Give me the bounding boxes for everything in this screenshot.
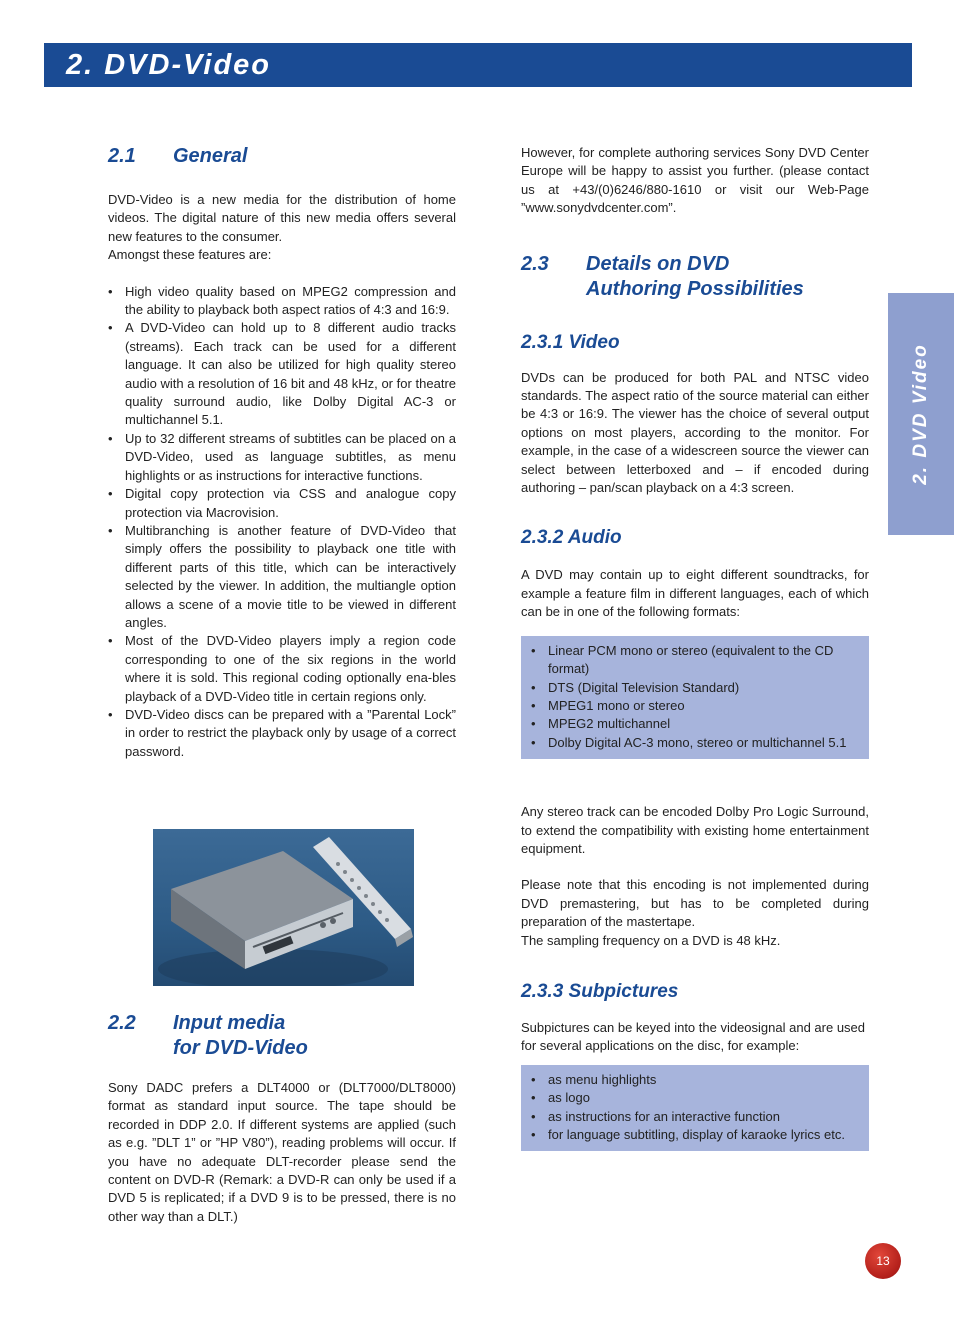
input-media-section xyxy=(108,1011,456,1226)
audio-pro-logic: Any stereo track can be encoded Dolby Pro Logic Surround, to extend the compatibility with existing home entertainment equipment. xyxy=(521,804,869,856)
input-media-body: Sony DADC prefers a DLT4000 or (DLT7000/DLT8000) format as standard input source. The tape should be recorded in DDP 2.0. If different systems are applied (such as e.g. ”DLT 1” or ”HP V80”), reading problems will occur. If you have no adequate DLT-recorder please send the content on DVD-R (Remark: a DVD-R can only be used if a DVD 5 is replicated; if a DVD 9 is to be pressed, there is no other way than a DLT.) xyxy=(108,1080,456,1224)
subpictures-intro: Subpictures can be keyed into the videosignal and are used for several applications on the disc, for example: xyxy=(521,1019,866,1054)
section-heading-general xyxy=(108,144,456,169)
list-item: • Most of the DVD-Video players imply a region code corresponding to one of the six regions in the world where it is sold. This regional coding optionally ena-bles playback of a DVD-Video title in certain regions only. xyxy=(108,632,456,706)
subpicture-use-list xyxy=(531,1071,859,1145)
services-paragraph: However, for complete authoring services Sony DVD Center Europe will be happy to assist you further. (please contact us at +43/(0)6246/880-1610 or visit our Web-Page ”www.sonydvdcenter.com”. xyxy=(521,145,869,216)
section-title: General xyxy=(173,145,248,167)
right-column xyxy=(521,144,869,1151)
list-item: • A DVD-Video can hold up to 8 different audio tracks (streams). Each track can be used for a different language. It can also be utilized for high quality stereo audio with a resolution of 16 bit and 48 kHz, or for theatre quality surround audio, like Dolby Digital AC-3 or multichannel 5.1. xyxy=(108,319,456,429)
chapter-title: 2. DVD-Video xyxy=(66,49,272,81)
section-number: 2.3 xyxy=(521,252,549,275)
audio-sampling: The sampling frequency on a DVD is 48 kHz. xyxy=(521,932,781,948)
list-item: • for language subtitling, display of karaoke lyrics etc. xyxy=(531,1126,859,1144)
section-title-line2: Authoring Possibilities xyxy=(586,277,804,300)
audio-intro: A DVD may contain up to eight different soundtracks, for example a feature film in different languages, each of which can be in one of the following formats: xyxy=(521,567,869,620)
list-item: • Digital copy protection via CSS and analogue copy protection via Macrovision. xyxy=(108,485,456,522)
side-tab-label: 2. DVD Video xyxy=(910,343,931,485)
general-intro: DVD-Video is a new media for the distribution of home videos. The digital nature of this new media offers several new features to the consumer. xyxy=(108,192,456,244)
list-item: • as menu highlights xyxy=(531,1071,859,1089)
section-number: 2.1 xyxy=(108,145,136,167)
section-title-line1: Input media xyxy=(173,1012,286,1034)
audio-premastering-note: Please note that this encoding is not implemented during DVD premastering, but has to be completed during preparation of the mastertape. xyxy=(521,877,869,930)
list-item: • Multibranching is another feature of DVD-Video that simply offers the possibility to playback one title with different parts of this title, which can be interactively selected by the viewer. In addition, the multiangle option allows a scene of a movie title to be viewed in different angles. xyxy=(108,522,456,632)
list-item: • as logo xyxy=(531,1089,859,1107)
chapter-banner xyxy=(44,43,912,87)
list-item: • DVD-Video discs can be prepared with a ”Parental Lock” in order to restrict the playback only by usage of a correct password. xyxy=(108,706,456,761)
dvd-player-illustration xyxy=(153,829,414,986)
subpictures-box xyxy=(521,1065,869,1152)
section-heading-input-media xyxy=(108,1011,456,1061)
list-item: • Up to 32 different streams of subtitles can be placed on a DVD-Video, used as language subtitles, as menu highlights or as instructions for interactive functions. xyxy=(108,430,456,485)
video-body: DVDs can be produced for both PAL and NTSC video standards. The aspect ratio of the source material can either be 4:3 or 16:9. The viewer has the choice of several output options on most players, according to the monitor. For example, in the case of a widescreen source the viewer can select between letterboxed and – if encoded during authoring – pan/scan playback on a 4:3 screen. xyxy=(521,369,869,496)
dvd-player-photo xyxy=(153,829,414,986)
chapter-side-tab xyxy=(888,293,954,535)
section-number: 2.2 xyxy=(108,1012,136,1034)
list-item: • DTS (Digital Television Standard) xyxy=(531,679,859,697)
subsection-heading-subpictures: 2.3.3 Subpictures xyxy=(521,980,679,1002)
section-title-line1: Details on DVD xyxy=(586,252,730,275)
list-item: • MPEG2 multichannel xyxy=(531,715,859,733)
audio-formats-box xyxy=(521,636,869,759)
list-item: • Linear PCM mono or stereo (equivalent to the CD format) xyxy=(531,642,859,679)
subsection-heading-audio: 2.3.2 Audio xyxy=(521,527,622,549)
section-title-line2: for DVD-Video xyxy=(173,1037,308,1059)
section-heading-details xyxy=(521,252,869,302)
list-item: • High video quality based on MPEG2 compression and the ability to playback both aspect ratios of 4:3 and 16:9. xyxy=(108,283,456,320)
feature-list xyxy=(108,283,456,762)
left-column xyxy=(108,144,456,761)
subsection-heading-video: 2.3.1 Video xyxy=(521,331,620,353)
page-number-badge: 13 xyxy=(865,1243,901,1279)
audio-format-list xyxy=(531,642,859,752)
list-item: • Dolby Digital AC-3 mono, stereo or multichannel 5.1 xyxy=(531,734,859,752)
list-item: • as instructions for an interactive function xyxy=(531,1108,859,1126)
general-amongst: Amongst these features are: xyxy=(108,247,272,263)
list-item: • MPEG1 mono or stereo xyxy=(531,697,859,715)
